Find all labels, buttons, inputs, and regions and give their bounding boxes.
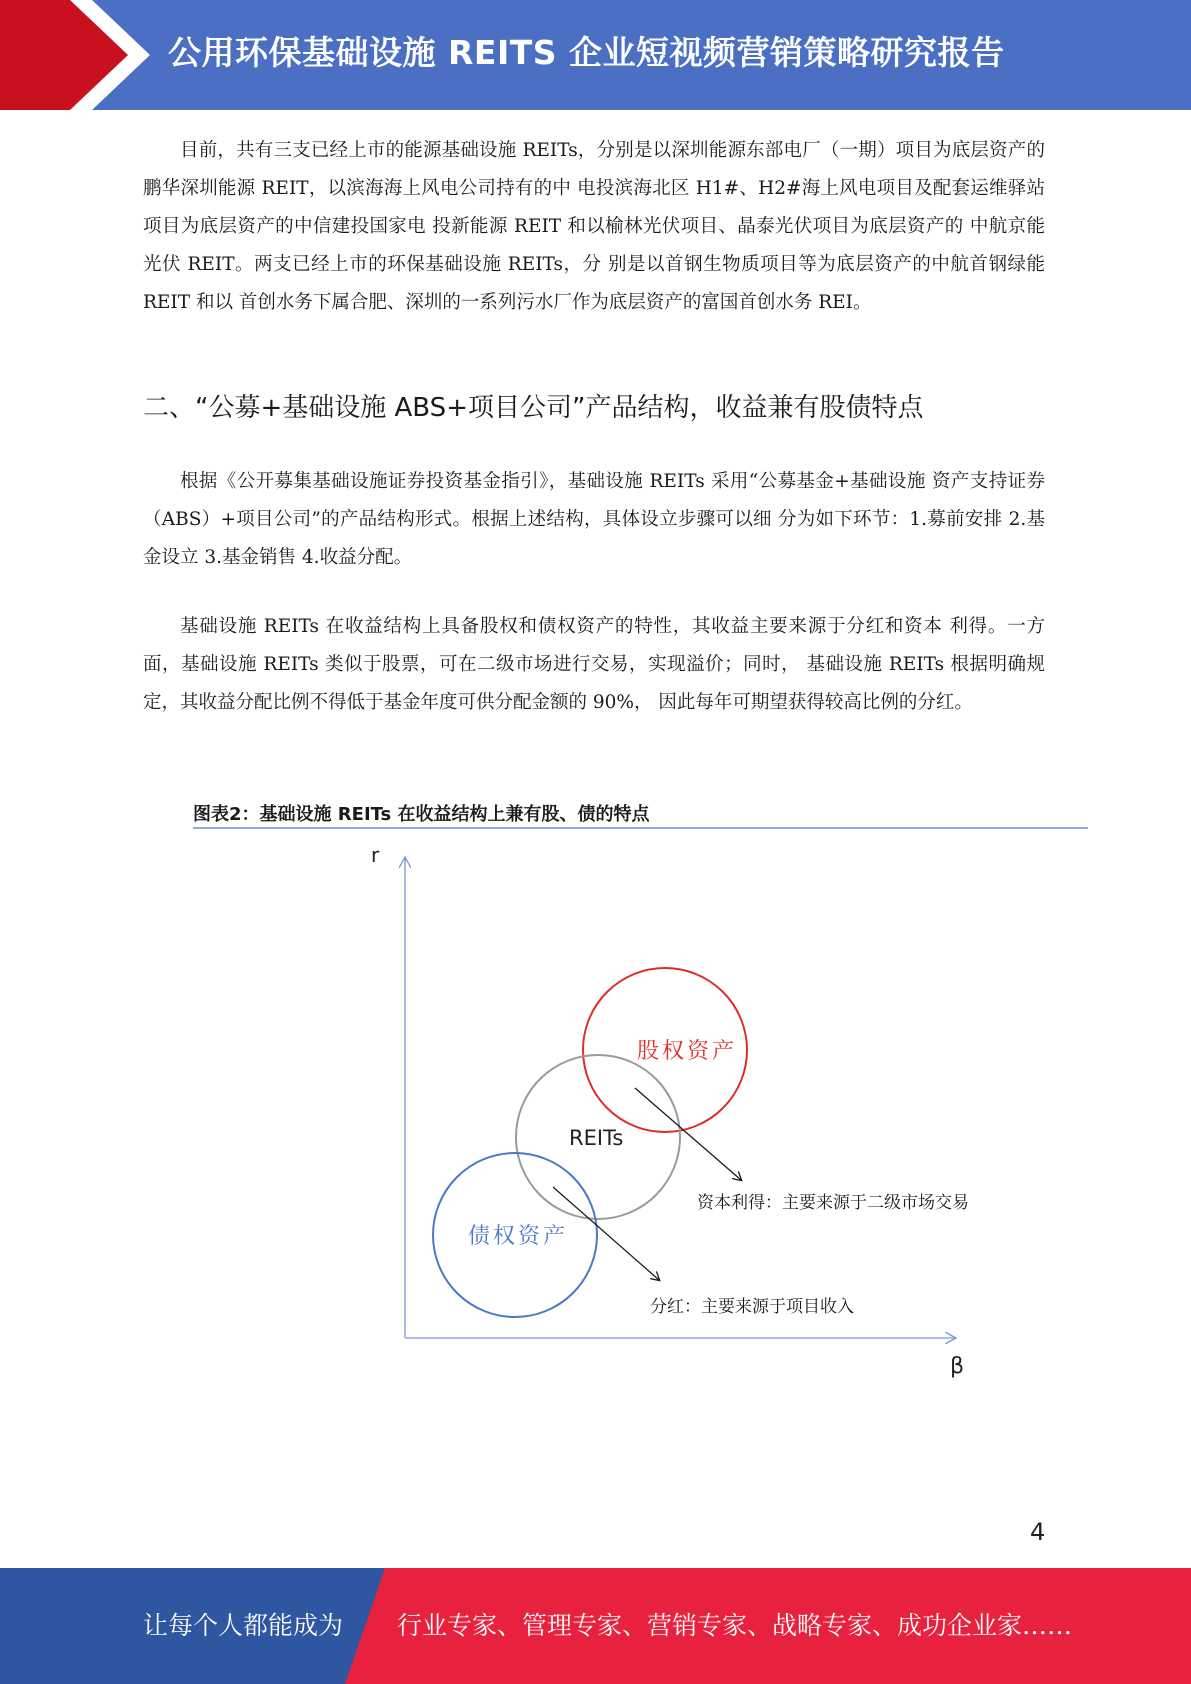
footer-slogan-left: 让每个人都能成为 — [143, 1611, 344, 1640]
report-title: 公用环保基础设施 REITS 企业短视频营销策略研究报告 — [168, 33, 1005, 72]
y-axis-label: r — [371, 843, 380, 867]
page-number: 4 — [1030, 1518, 1046, 1546]
figure-diagram — [185, 790, 1090, 1390]
reits-label: REITs — [569, 1126, 624, 1150]
capital-gain-arrow — [635, 1088, 741, 1180]
footer-slogan-right: 行业专家、管理专家、营销专家、战略专家、成功企业家…… — [397, 1611, 1073, 1640]
paragraph-return-structure: 基础设施 REITs 在收益结构上具备股权和债权资产的特性，其收益主要来源于分红和资本 利得。一方面，基础设施 REITs 类似于股票，可在二级市场进行交易，实现溢价；同时， 基础设施 REITs 根据明确规定，其收益分配比例不得低于基金年度可供分配金额的 90%， 因此每年可期望获得较高比例的分红。 — [143, 616, 1045, 713]
page-footer — [0, 1568, 1191, 1684]
dividend-annotation: 分红：主要来源于项目收入 — [650, 1297, 854, 1317]
equity-asset-label: 股权资产 — [637, 1039, 738, 1064]
paragraph-energy-reits: 目前，共有三支已经上市的能源基础设施 REITs，分别是以深圳能源东部电厂（一期）项目为底层资产的鹏华深圳能源 REIT，以滨海海上风电公司持有的中 电投滨海北区 H1#、H2#海上风电项目及配套运维驿站项目为底层资产的中信建投国家电 投新能源 REIT 和以榆林光伏项目、晶泰光伏项目为底层资产的 中航京能光伏 REIT。两支已经上市的环保基础设施 REITs，分 别是以首钢生物质项目等为底层资产的中航首钢绿能 REIT 和以 首创水务下属合肥、深圳的一系列污水厂作为底层资产的富国首创水务 REI。 — [143, 140, 1045, 313]
capital-gain-annotation: 资本利得：主要来源于二级市场交易 — [697, 1193, 969, 1213]
figure-caption: 图表2：基础设施 REITs 在收益结构上兼有股、债的特点 — [193, 804, 650, 825]
x-axis-label: β — [950, 1354, 965, 1379]
reits-return-structure-figure — [185, 790, 1090, 1390]
paragraph-product-structure: 根据《公开募集基础设施证券投资基金指引》，基础设施 REITs 采用“公募基金+基础设施 资产支持证券（ABS）+项目公司”的产品结构形式。根据上述结构，具体设立步骤可以细 分为如下环节：1.募前安排 2.基金设立 3.基金销售 4.收益分配。 — [143, 471, 1045, 568]
dividend-arrow — [553, 1187, 659, 1280]
page-header — [0, 0, 1191, 110]
debt-asset-label: 债权资产 — [468, 1224, 569, 1249]
section-heading: 二、“公募+基础设施 ABS+项目公司”产品结构，收益兼有股债特点 — [143, 393, 924, 423]
